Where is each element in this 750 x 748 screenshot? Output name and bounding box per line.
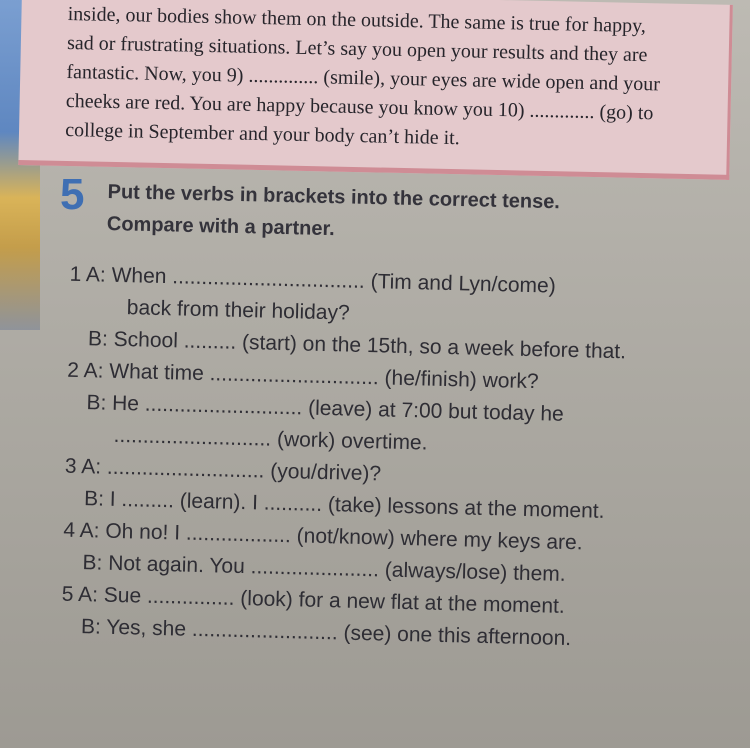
- exercise-number: 5: [60, 170, 85, 219]
- reading-text: [65, 0, 708, 158]
- item-line: 4 A: Oh no! I .................. (not/know) where my keys are.: [63, 518, 583, 555]
- item-line: B: School ......... (start) on the 15th, so a week before that.: [87, 327, 627, 364]
- item-line: B: Yes, she ......................... (see) one this afternoon.: [80, 615, 572, 651]
- reading-line: fantastic. Now, you 9) .............. (smile), your eyes are wide open and your: [66, 60, 661, 96]
- exercise-instructions: [107, 176, 668, 253]
- exercise-items: [31, 258, 720, 658]
- item-line: 3 A: ........................... (you/drive)?: [64, 454, 382, 486]
- item-line: B: I ......... (learn). I .......... (take) lessons at the moment.: [83, 487, 605, 523]
- reading-line: college in September and your body can’t hide it.: [65, 118, 460, 150]
- item-line: 5 A: Sue ............... (look) for a new flat at the moment.: [61, 582, 565, 618]
- item-line: B: Not again. You ...................... (always/lose) them.: [82, 551, 566, 586]
- item-line: 2 A: What time ............................. (he/finish) work?: [66, 358, 539, 394]
- item-line: back from their holiday?: [126, 296, 350, 325]
- reading-line: cheeks are red. You are happy because you know you 10) ............. (go) to: [65, 89, 654, 125]
- item-line: B: He ........................... (leave) at 7:00 but today he: [86, 391, 565, 426]
- reading-line: sad or frustrating situations. Let’s say you open your results and they are: [66, 31, 648, 67]
- instruction-line: Put the verbs in brackets into the correct tense.: [107, 180, 561, 214]
- instruction-line: Compare with a partner.: [106, 212, 335, 241]
- item-line: ........................... (work) overtime.: [113, 423, 428, 455]
- item-line: 1 A: When ................................. (Tim and Lyn/come): [69, 262, 557, 298]
- reading-line: inside, our bodies show them on the outside. The same is true for happy,: [67, 2, 647, 38]
